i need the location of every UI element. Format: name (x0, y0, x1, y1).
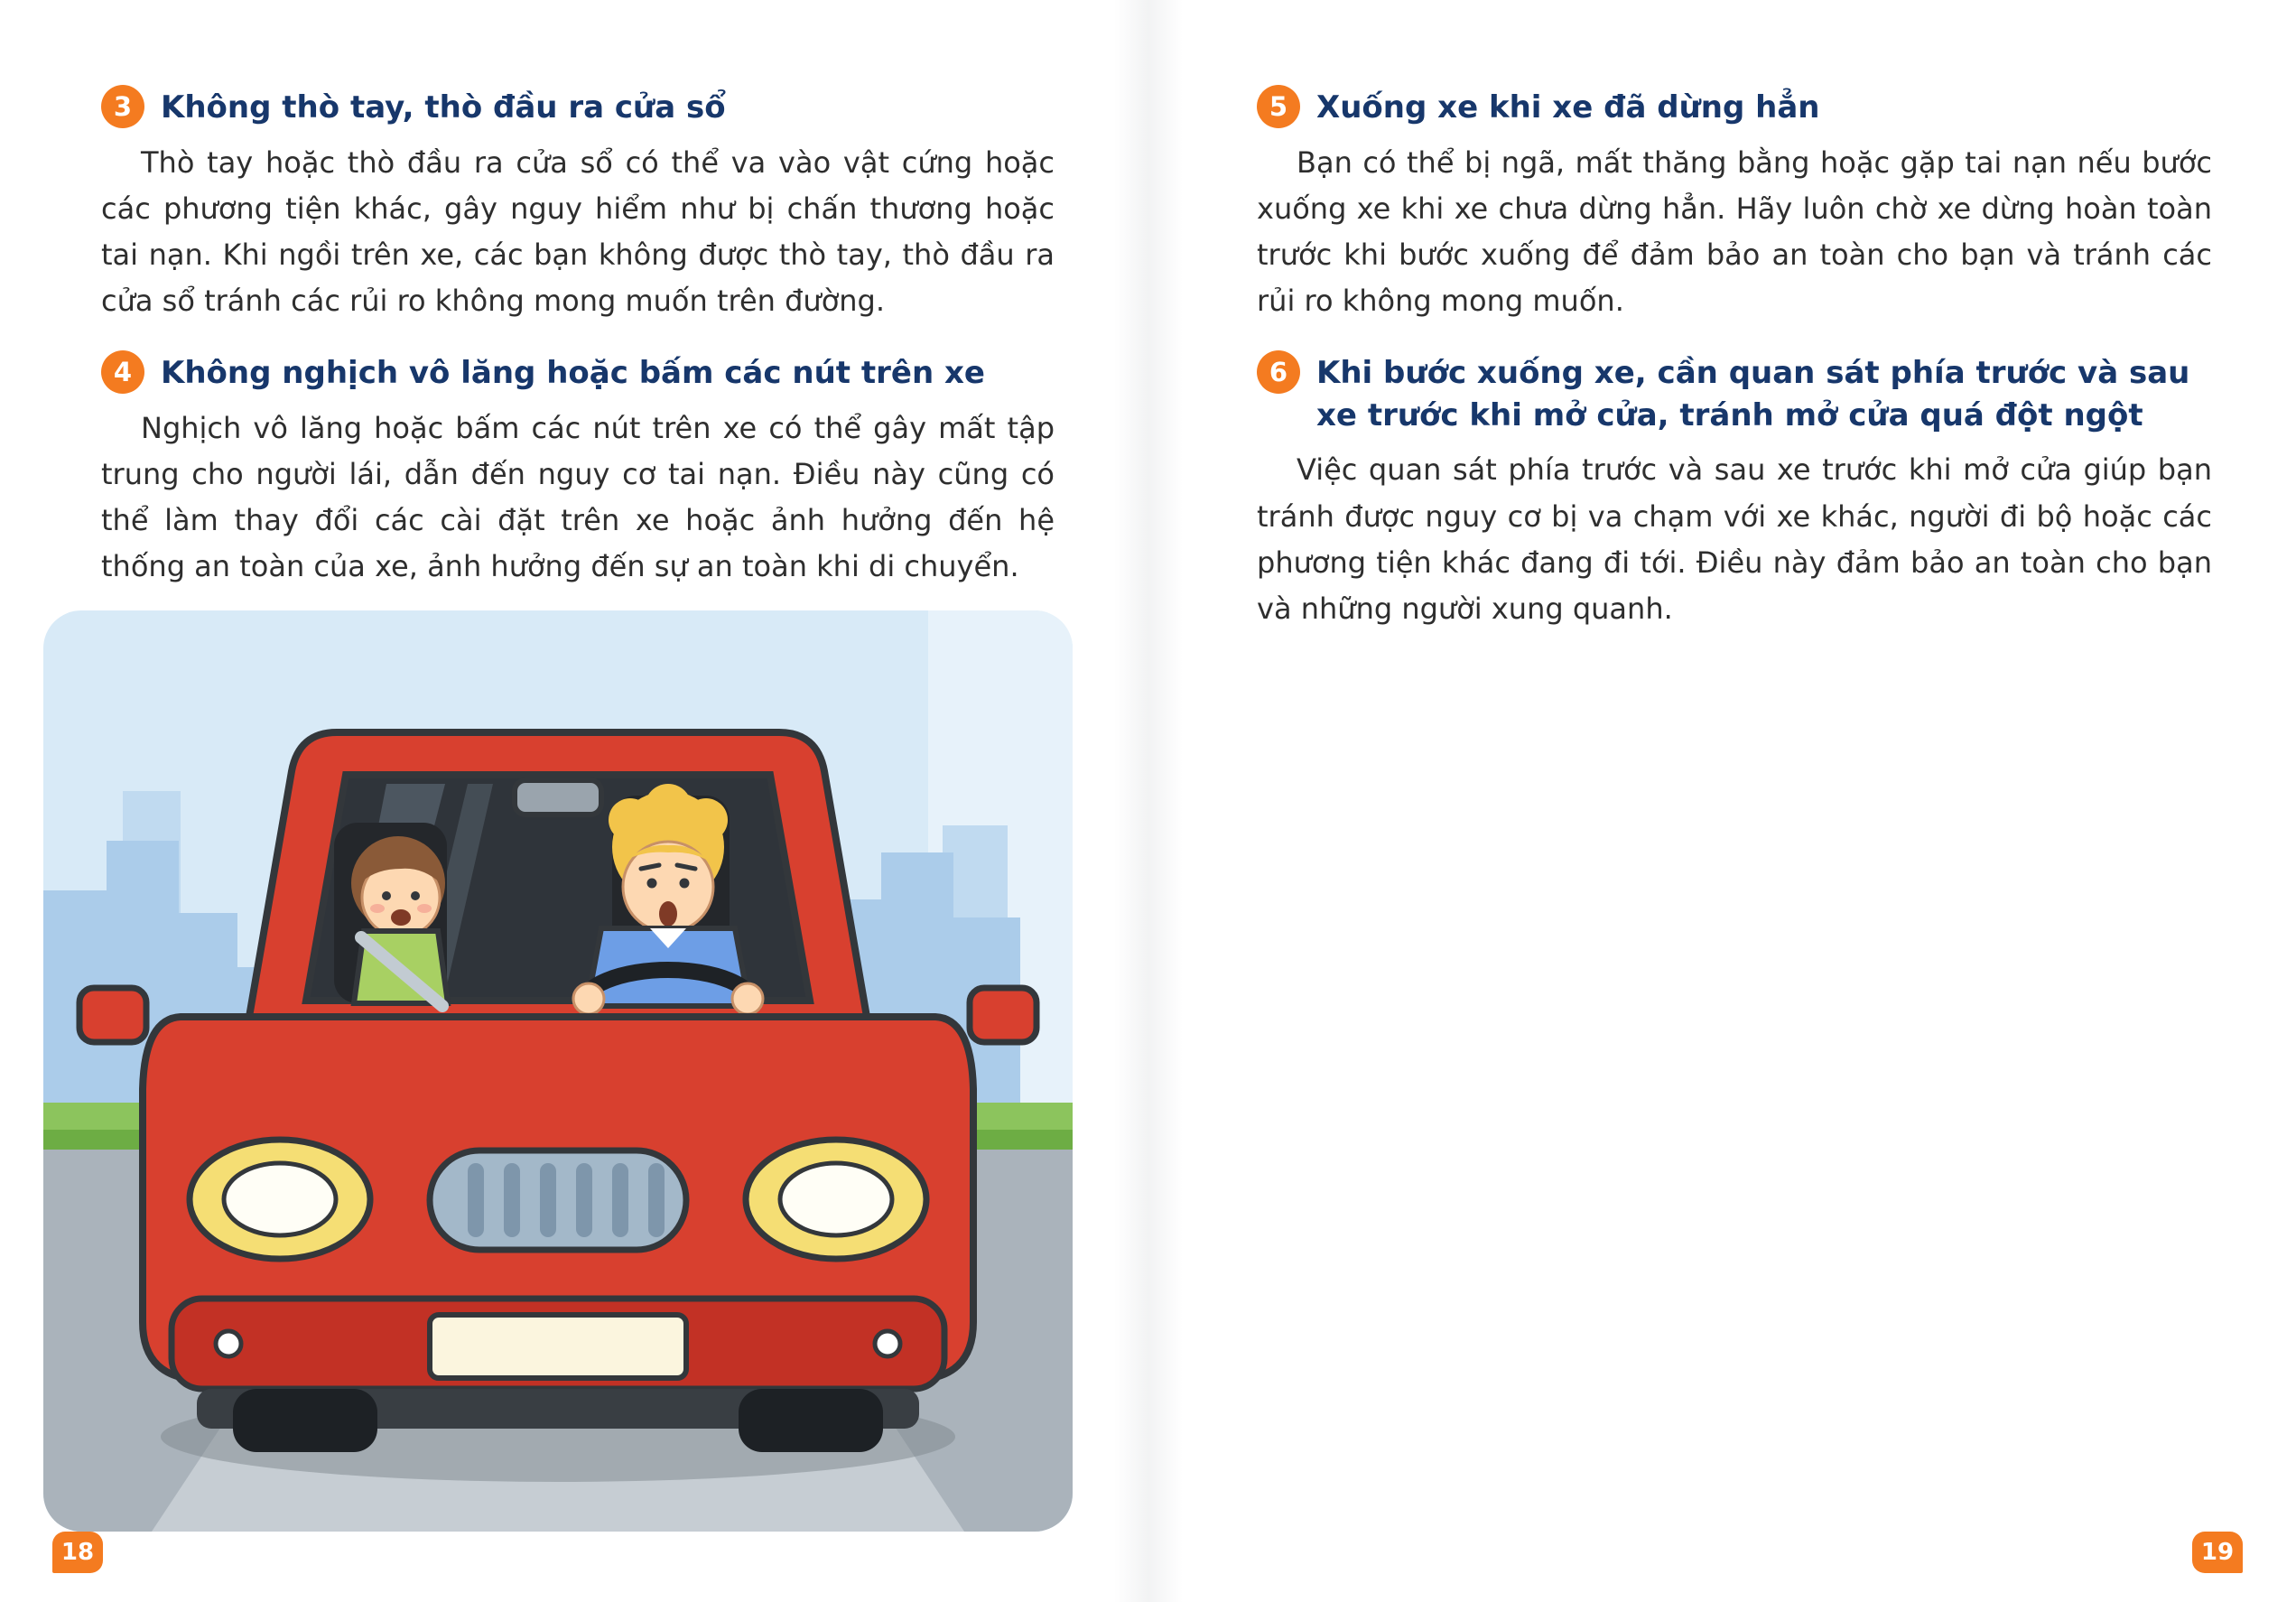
section-title: Khi bước xuống xe, cần quan sát phía trước và sau xe trước khi mở cửa, tránh mở cửa quá đột ngột (1316, 354, 2190, 433)
section-number-badge: 4 (101, 350, 144, 394)
section-number-badge: 6 (1257, 350, 1300, 394)
section-5-heading (1257, 83, 2212, 129)
section-4 (101, 349, 1055, 591)
section-title: Không thò tay, thò đầu ra cửa sổ (161, 89, 726, 126)
section-3-heading (101, 83, 1055, 129)
left-text-column (101, 83, 1055, 613)
wheel-left (233, 1389, 377, 1452)
illustration-red-car-scene (43, 610, 1073, 1532)
section-6-heading (1257, 349, 2212, 437)
grille (430, 1150, 686, 1250)
section-3 (101, 83, 1055, 325)
side-mirror-right (970, 988, 1036, 1042)
right-text-column (1257, 83, 2212, 656)
wheel-right (739, 1389, 883, 1452)
license-plate (430, 1315, 686, 1378)
side-mirror-left (79, 988, 146, 1042)
section-body: Việc quan sát phía trước và sau xe trước khi mở cửa giúp bạn tránh được nguy cơ bị va chạm với xe khác, người đi bộ hoặc các phương tiện khác đang đi tới. Điều này đảm bảo an toàn cho bạn và những người xung quanh. (1257, 452, 2212, 627)
section-body: Bạn có thể bị ngã, mất thăng bằng hoặc gặp tai nạn nếu bước xuống xe khi xe chưa dừng hẳn. Hãy luôn chờ xe dừng hoàn toàn trước khi bước xuống để đảm bảo an toàn cho bạn và tránh các rủi ro không mong muốn. (1257, 144, 2212, 319)
page-right (1148, 0, 2296, 1602)
section-title: Không nghịch vô lăng hoặc bấm các nút trên xe (161, 354, 985, 391)
section-number-badge: 3 (101, 85, 144, 128)
page-number-badge: 19 (2192, 1532, 2243, 1573)
section-title: Xuống xe khi xe đã dừng hẳn (1316, 89, 1820, 126)
section-body: Nghịch vô lăng hoặc bấm các nút trên xe có thể gây mất tập trung cho người lái, dẫn đến nguy cơ tai nạn. Điều này cũng có thể làm thay đổi các cài đặt trên xe hoặc ảnh hưởng đến hệ thống an toàn của xe, ảnh hưởng đến sự an toàn khi di chuyển. (101, 410, 1055, 584)
section-4-heading (101, 349, 1055, 395)
section-body: Thò tay hoặc thò đầu ra cửa sổ có thể va vào vật cứng hoặc các phương tiện khác, gây nguy hiểm như bị chấn thương hoặc tai nạn. Khi ngồi trên xe, các bạn không được thò tay, thò đầu ra cửa sổ tránh các rủi ro không mong muốn trên đường. (101, 144, 1055, 319)
rearview-mirror (515, 780, 601, 815)
page-number-badge: 18 (52, 1532, 103, 1573)
section-6 (1257, 349, 2212, 633)
section-number-badge: 5 (1257, 85, 1300, 128)
section-5 (1257, 83, 2212, 325)
